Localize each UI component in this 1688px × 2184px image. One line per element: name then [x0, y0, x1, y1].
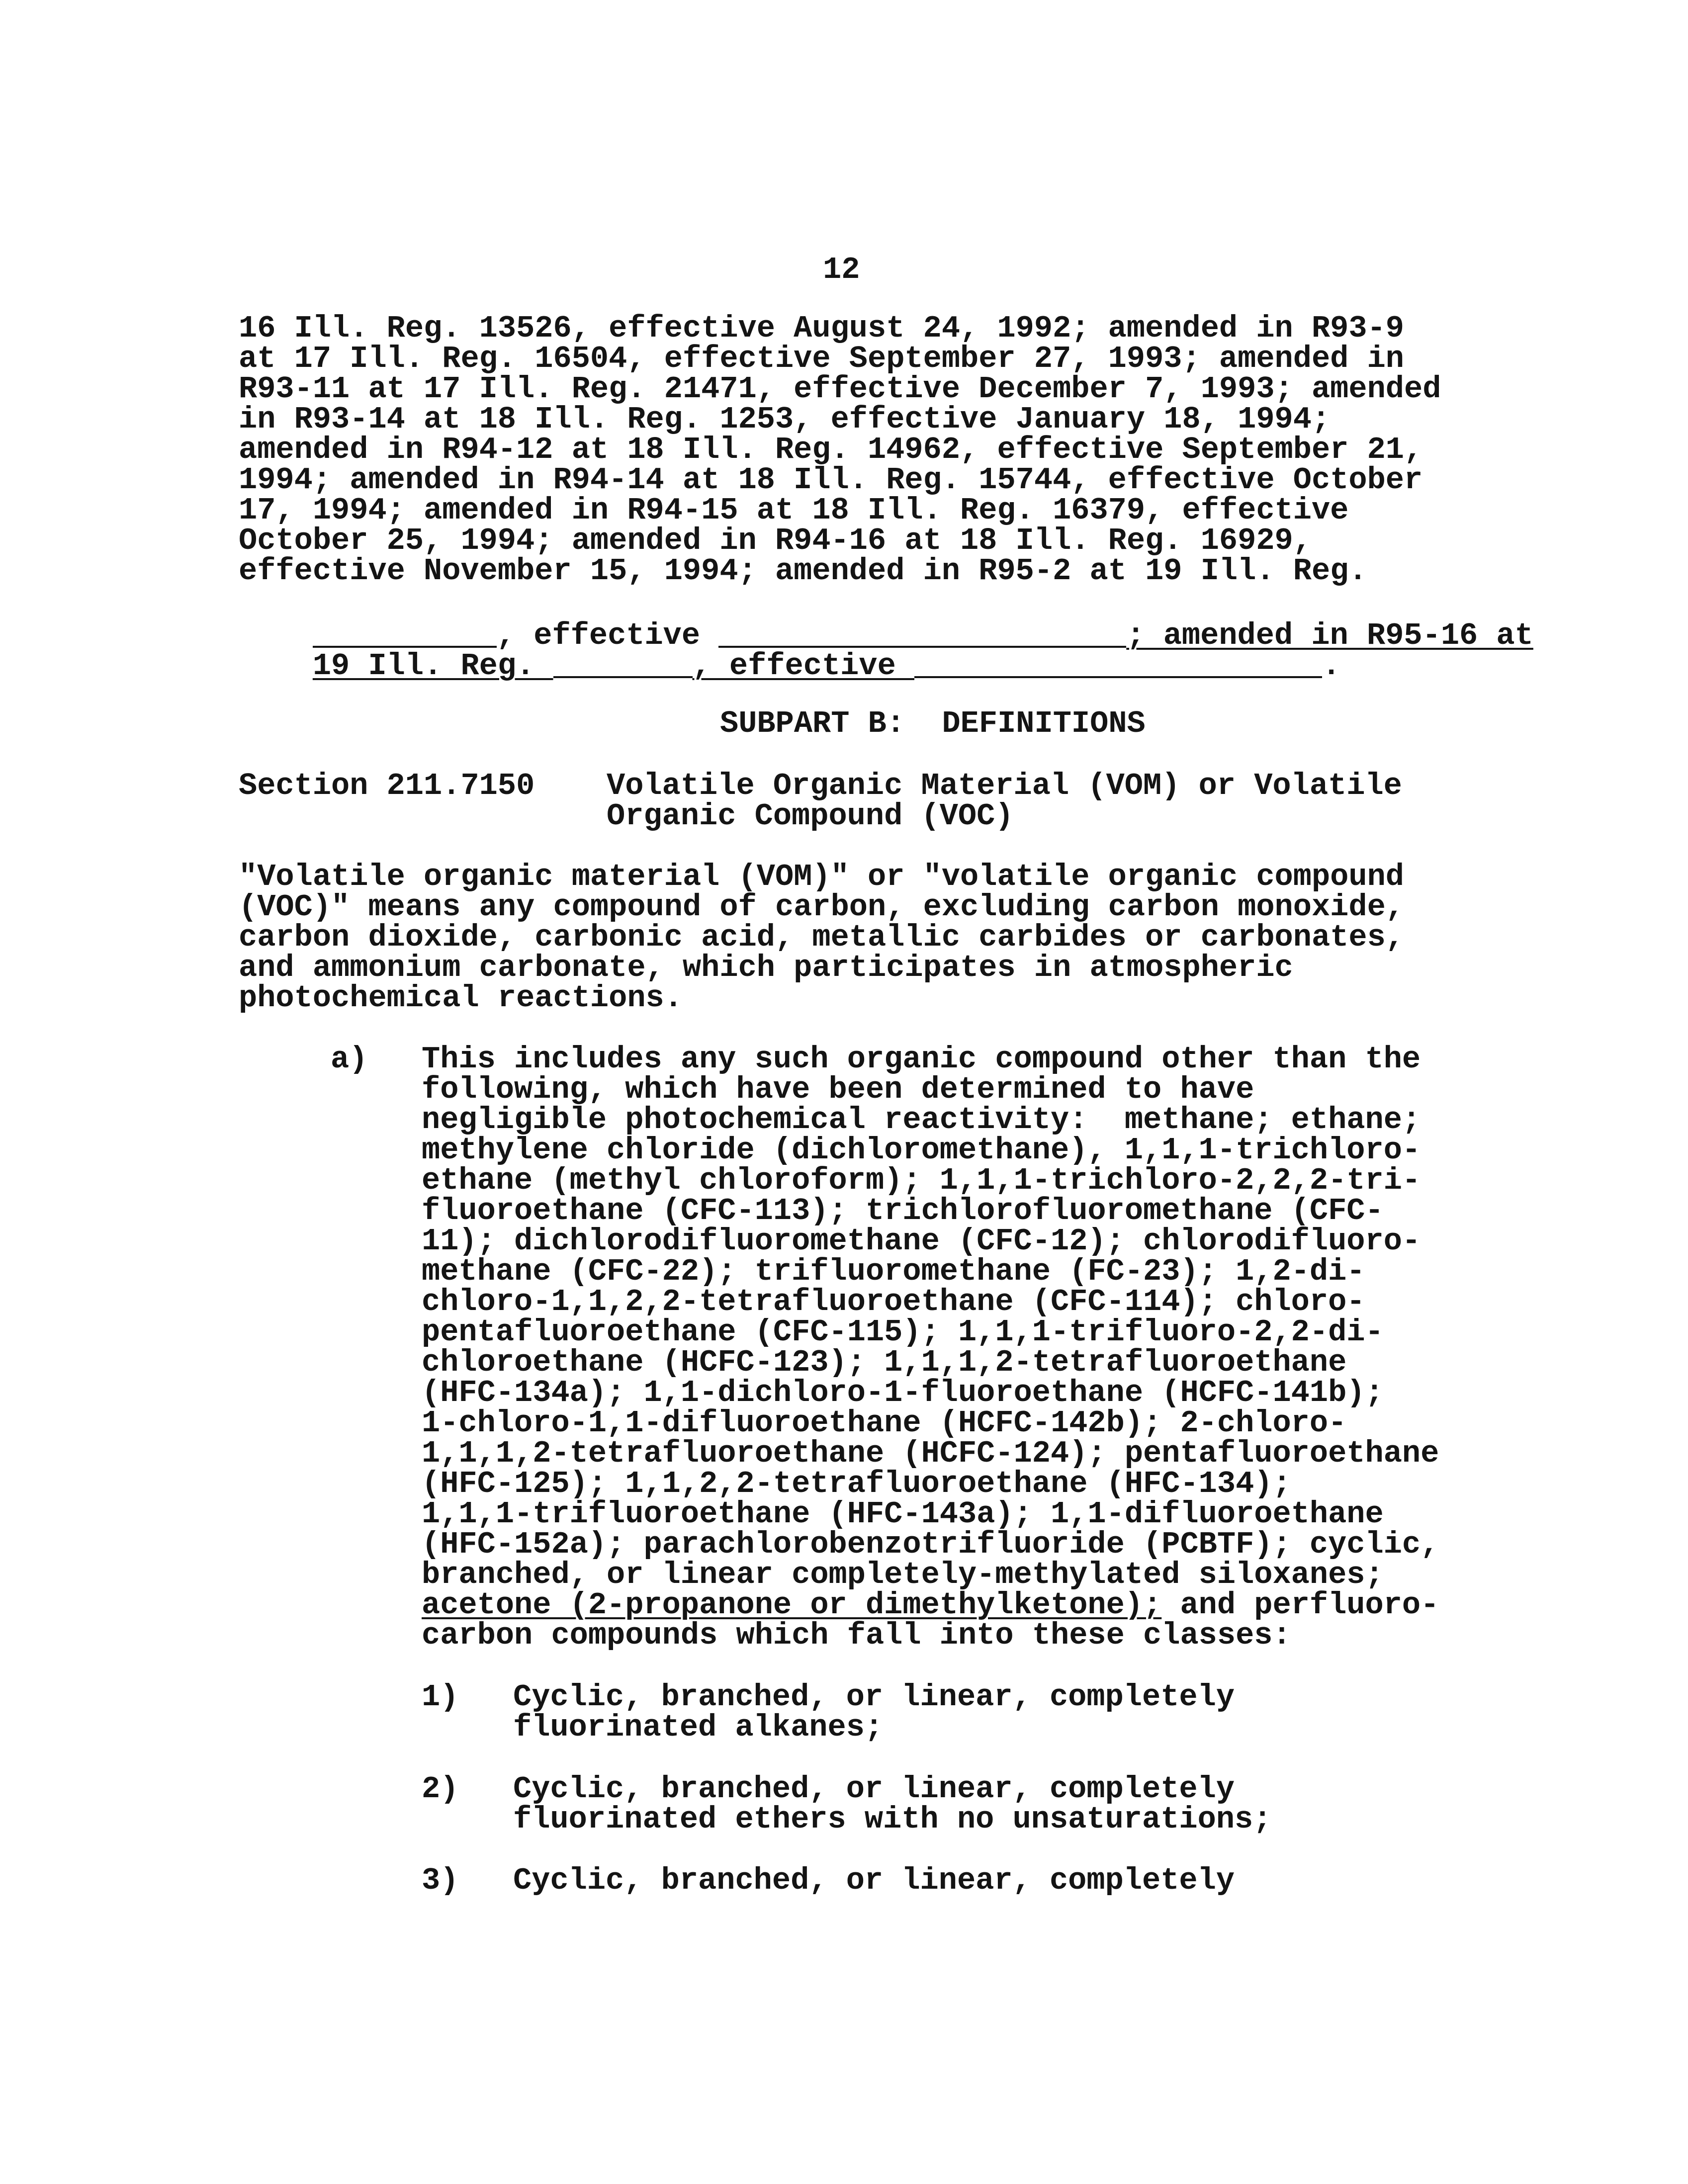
history-line: R93-11 at 17 Ill. Reg. 21471, effective December 7, 1993; amended: [239, 371, 1441, 407]
sub-item-2-line: fluorinated ethers with no unsaturations;: [513, 1802, 1272, 1837]
item-a-line: carbon compounds which fall into these classes:: [422, 1618, 1291, 1653]
sub-item-2-line: Cyclic, branched, or linear, completely: [513, 1771, 1235, 1807]
item-a-acetone-line: [422, 1587, 1439, 1623]
sub-item-1-line: Cyclic, branched, or linear, completely: [513, 1679, 1235, 1715]
history-line: 17, 1994; amended in R94-15 at 18 Ill. Reg. 16379, effective: [239, 493, 1349, 528]
item-a-line: methylene chloride (dichloromethane), 1,1,1-trichloro-: [422, 1133, 1421, 1168]
item-a-line: fluoroethane (CFC-113); trichlorofluoromethane (CFC-: [422, 1193, 1384, 1228]
history-line: at 17 Ill. Reg. 16504, effective September 27, 1993; amended in: [239, 341, 1404, 376]
history-amendment-line: [239, 616, 1340, 712]
item-a-line: (HFC-125); 1,1,2,2-tetrafluoroethane (HFC-134);: [422, 1466, 1291, 1501]
definition-line: carbon dioxide, carbonic acid, metallic carbides or carbonates,: [239, 920, 1404, 955]
item-a-line: methane (CFC-22); trifluoromethane (FC-23); 1,2-di-: [422, 1254, 1365, 1289]
blank-page-field: [553, 647, 693, 678]
section-title: Organic Compound (VOC): [607, 798, 1014, 834]
history-line: 1994; amended in R94-14 at 18 Ill. Reg. 15744, effective October: [239, 462, 1423, 498]
sub-item-1-line: fluorinated alkanes;: [513, 1710, 884, 1745]
item-a-line: 1,1,1-trifluoroethane (HFC-143a); 1,1-difluoroethane: [422, 1496, 1384, 1532]
history-line: amended in R94-12 at 18 Ill. Reg. 14962, effective September 21,: [239, 432, 1423, 467]
history-line: in R93-14 at 18 Ill. Reg. 1253, effective January 18, 1994;: [239, 402, 1331, 437]
item-a-line: pentafluoroethane (CFC-115); 1,1,1-trifluoro-2,2-di-: [422, 1314, 1384, 1350]
blank-date-field: [914, 647, 1322, 678]
period: .: [1322, 648, 1341, 684]
amended-r95-16-text: ; amended in R95-16 at: [1126, 618, 1533, 653]
subpart-heading: SUBPART B: DEFINITIONS: [720, 706, 1146, 741]
history-line: effective November 15, 1994; amended in R95-2 at 19 Ill. Reg.: [239, 553, 1367, 589]
item-a-line: branched, or linear completely-methylated siloxanes;: [422, 1557, 1384, 1592]
effective-label: , effective: [496, 618, 719, 653]
item-a-line: 1,1,1,2-tetrafluoroethane (HCFC-124); pentafluoroethane: [422, 1436, 1439, 1471]
page-number: 12: [823, 252, 860, 287]
sub-item-3-line: Cyclic, branched, or linear, completely: [513, 1863, 1235, 1898]
acetone-rest: and perfluoro-: [1161, 1587, 1439, 1623]
reg-19-text: 19 Ill. Reg.: [312, 648, 553, 684]
section-number: Section 211.7150: [239, 768, 535, 803]
item-a-line: 11); dichlorodifluoromethane (CFC-12); chlorodifluoro-: [422, 1223, 1421, 1259]
item-a-line: ethane (methyl chloroform); 1,1,1-trichloro-2,2,2-tri-: [422, 1163, 1421, 1198]
section-title: Volatile Organic Material (VOM) or Volatile: [607, 768, 1402, 803]
item-a-line: (HFC-152a); parachlorobenzotrifluoride (PCBTF); cyclic,: [422, 1527, 1439, 1562]
history-line: October 25, 1994; amended in R94-16 at 18 Ill. Reg. 16929,: [239, 523, 1312, 558]
sub-item-2-label: 2): [422, 1771, 459, 1807]
item-a-line: (HFC-134a); 1,1-dichloro-1-fluoroethane (HCFC-141b);: [422, 1375, 1384, 1410]
effective-label: , effective: [692, 648, 914, 684]
definition-line: "Volatile organic material (VOM)" or "volatile organic compound: [239, 859, 1404, 894]
definition-line: photochemical reactions.: [239, 980, 683, 1016]
acetone-amendment: acetone (2-propanone or dimethylketone);: [422, 1587, 1162, 1623]
history-line: 16 Ill. Reg. 13526, effective August 24, 1992; amended in R93-9: [239, 311, 1404, 346]
definition-line: (VOC)" means any compound of carbon, excluding carbon monoxide,: [239, 889, 1404, 925]
item-a-line: This includes any such organic compound other than the: [422, 1042, 1421, 1077]
item-a-line: following, which have been determined to have: [422, 1072, 1254, 1107]
item-a-line: chloro-1,1,2,2-tetrafluoroethane (CFC-114); chloro-: [422, 1284, 1365, 1319]
sub-item-3-label: 3): [422, 1863, 459, 1898]
item-a-line: chloroethane (HCFC-123); 1,1,1,2-tetrafluoroethane: [422, 1345, 1347, 1380]
item-a-line: 1-chloro-1,1-difluoroethane (HCFC-142b); 2-chloro-: [422, 1405, 1347, 1441]
item-a-label: a): [331, 1042, 368, 1077]
sub-item-1-label: 1): [422, 1679, 459, 1715]
item-a-line: negligible photochemical reactivity: methane; ethane;: [422, 1102, 1421, 1137]
definition-line: and ammonium carbonate, which participates in atmospheric: [239, 950, 1293, 985]
